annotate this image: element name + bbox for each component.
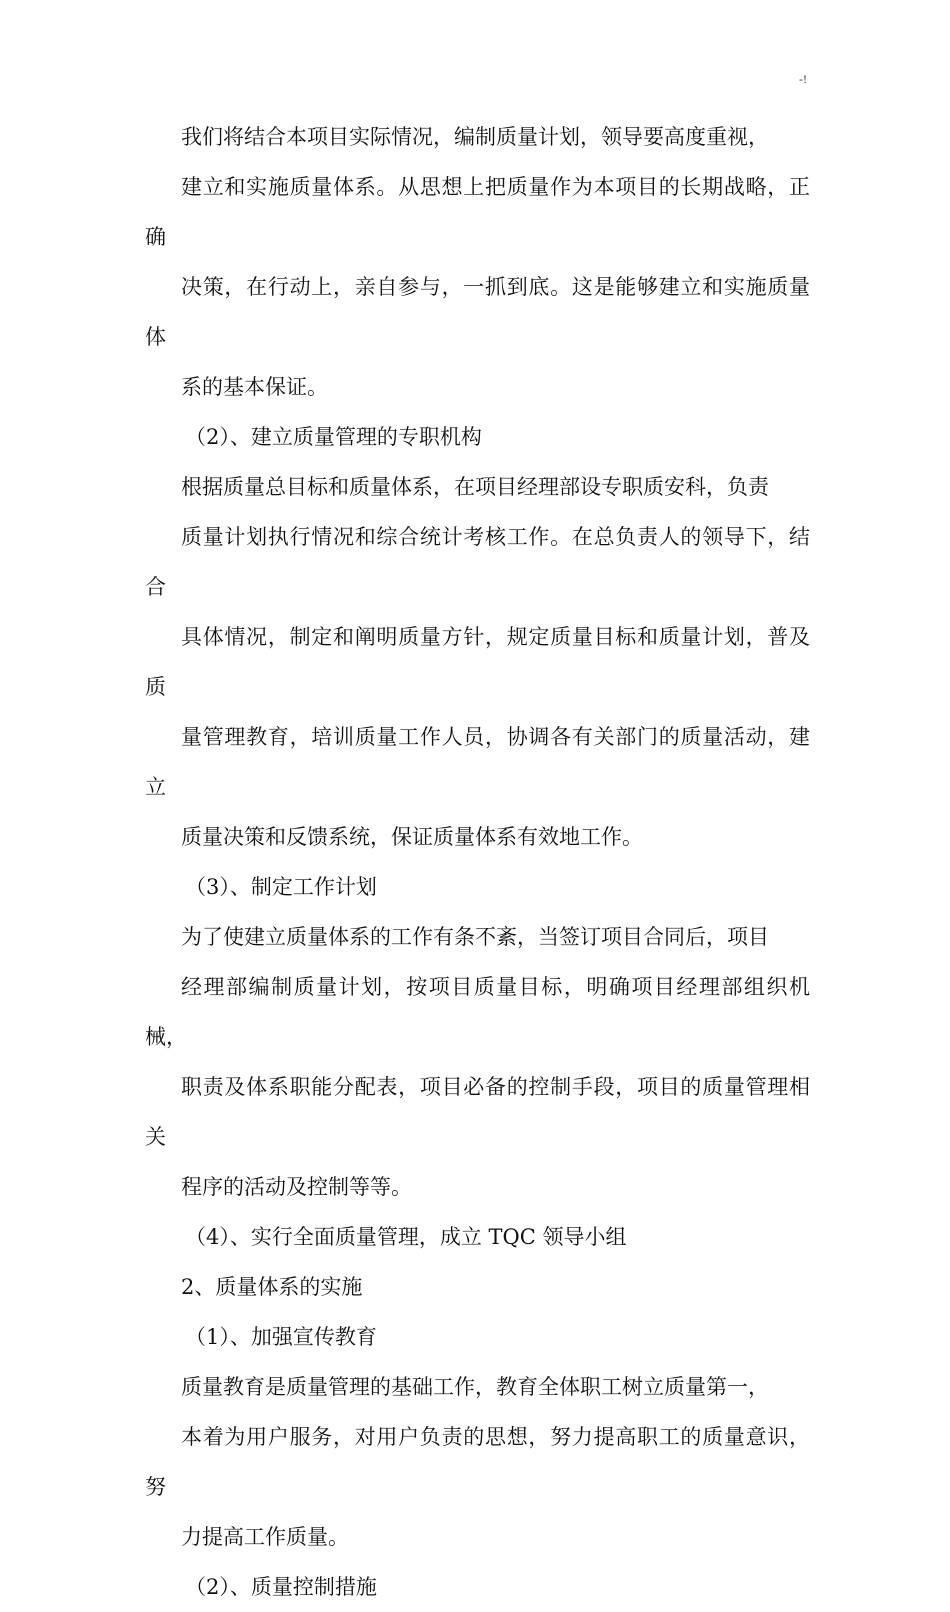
text-line: （1）、加强宣传教育: [185, 1325, 377, 1349]
text-line: （3）、制定工作计划: [185, 875, 377, 899]
text-line: 经理部编制质量计划，按项目质量目标，明确项目经理部组织机械，: [145, 975, 810, 1049]
text-line: 系的基本保证。: [181, 375, 328, 399]
text-line: （2）、质量控制措施: [185, 1575, 377, 1599]
page-header-mark: -!: [799, 72, 807, 86]
document-body: [145, 112, 810, 1612]
text-line: 量管理教育，培训质量工作人员，协调各有关部门的质量活动，建立: [145, 725, 810, 799]
text-line: 2、质量体系的实施: [181, 1275, 363, 1299]
text-line: （2）、建立质量管理的专职机构: [185, 425, 482, 449]
text-line: 建立和实施质量体系。从思想上把质量作为本项目的长期战略，正确: [145, 175, 810, 249]
text-line: 根据质量总目标和质量体系，在项目经理部设专职质安科，负责: [181, 475, 769, 499]
text-line: 具体情况，制定和阐明质量方针，规定质量目标和质量计划，普及质: [145, 625, 810, 699]
text-line: 职责及体系职能分配表，项目必备的控制手段，项目的质量管理相关: [145, 1075, 810, 1149]
paragraph-quality-plan-leadership: [145, 112, 810, 412]
heading-quality-control-measures: [145, 1562, 810, 1612]
heading-quality-system-implementation: [145, 1262, 810, 1312]
text-line: 本着为用户服务，对用户负责的思想，努力提高职工的质量意识，努: [145, 1425, 810, 1499]
text-line: 决策，在行动上，亲自参与，一抓到底。这是能够建立和实施质量体: [145, 275, 810, 349]
text-line: 程序的活动及控制等等。: [181, 1175, 412, 1199]
text-line: 力提高工作质量。: [181, 1525, 349, 1549]
text-line: （4）、实行全面质量管理，成立 TQC 领导小组: [185, 1225, 627, 1249]
text-line: 为了使建立质量体系的工作有条不紊，当签订项目合同后，项目: [181, 925, 769, 949]
text-line: 质量教育是质量管理的基础工作，教育全体职工树立质量第一，: [181, 1375, 769, 1399]
text-line: 我们将结合本项目实际情况，编制质量计划，领导要高度重视，: [181, 125, 769, 149]
heading-dedicated-organization: [145, 412, 810, 462]
heading-publicity-education: [145, 1312, 810, 1362]
paragraph-quality-department: [145, 462, 810, 862]
paragraph-quality-education: [145, 1362, 810, 1562]
heading-tqc-group: [145, 1212, 810, 1262]
paragraph-work-plan: [145, 912, 810, 1212]
heading-work-plan: [145, 862, 810, 912]
text-line: 质量决策和反馈系统，保证质量体系有效地工作。: [181, 825, 643, 849]
text-line: 质量计划执行情况和综合统计考核工作。在总负责人的领导下，结合: [145, 525, 810, 599]
